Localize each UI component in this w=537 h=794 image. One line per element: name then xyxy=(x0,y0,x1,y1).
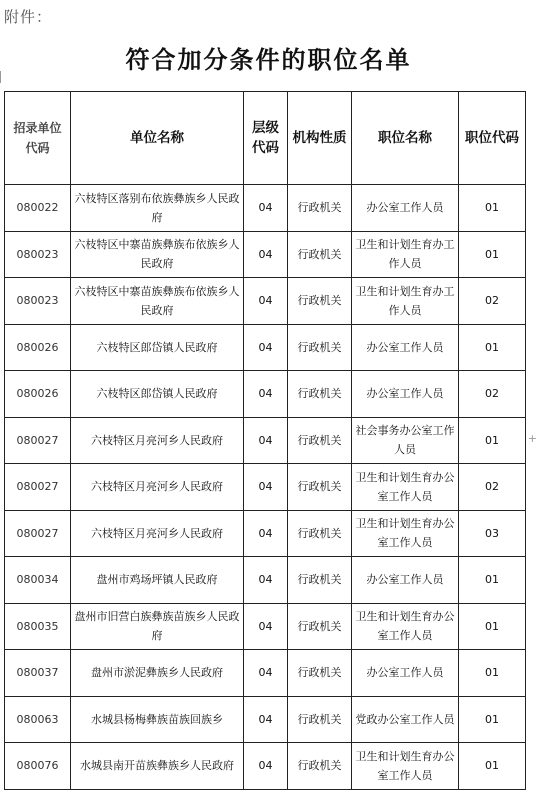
cell-position-code: 02 xyxy=(459,464,526,511)
header-unit-code: 招录单位代码 xyxy=(5,92,71,185)
cell-unit-code: 080026 xyxy=(5,371,71,418)
cell-level-code: 04 xyxy=(244,510,288,557)
header-unit-name: 单位名称 xyxy=(71,92,244,185)
cell-unit-name: 水城县杨梅彝族苗族回族乡 xyxy=(71,696,244,743)
cell-level-code: 04 xyxy=(244,557,288,604)
cell-org-nature: 行政机关 xyxy=(288,696,352,743)
cell-unit-name: 六枝特区郎岱镇人民政府 xyxy=(71,324,244,371)
table-row xyxy=(5,324,526,371)
table-header-row xyxy=(5,92,526,185)
cell-level-code: 04 xyxy=(244,324,288,371)
cell-unit-code: 080063 xyxy=(5,696,71,743)
cell-position-name: 卫生和计划生育办公室工作人员 xyxy=(352,743,459,790)
page-title: 符合加分条件的职位名单 xyxy=(125,45,412,74)
cell-unit-name: 六枝特区中寨苗族彝族布依族乡人民政府 xyxy=(71,278,244,325)
cell-unit-name: 六枝特区郎岱镇人民政府 xyxy=(71,371,244,418)
cell-org-nature: 行政机关 xyxy=(288,603,352,650)
cell-position-name: 卫生和计划生育办公室工作人员 xyxy=(352,510,459,557)
cell-org-nature: 行政机关 xyxy=(288,185,352,232)
header-org-nature: 机构性质 xyxy=(288,92,352,185)
cell-position-code: 01 xyxy=(459,650,526,697)
cell-org-nature: 行政机关 xyxy=(288,464,352,511)
cell-unit-name: 盘州市旧营白族彝族苗族乡人民政府 xyxy=(71,603,244,650)
position-table xyxy=(4,91,526,790)
cell-unit-code: 080022 xyxy=(5,185,71,232)
cell-position-name: 卫生和计划生育办公室工作人员 xyxy=(352,464,459,511)
cell-position-code: 03 xyxy=(459,510,526,557)
cell-position-name: 社会事务办公室工作人员 xyxy=(352,417,459,464)
cell-unit-code: 080076 xyxy=(5,743,71,790)
cell-position-code: 01 xyxy=(459,743,526,790)
cell-org-nature: 行政机关 xyxy=(288,417,352,464)
right-edge-marker: + xyxy=(527,432,537,445)
header-position-name: 职位名称 xyxy=(352,92,459,185)
cell-unit-code: 080035 xyxy=(5,603,71,650)
cell-unit-code: 080027 xyxy=(5,510,71,557)
table-row xyxy=(5,231,526,278)
cell-level-code: 04 xyxy=(244,231,288,278)
cell-unit-code: 080023 xyxy=(5,278,71,325)
cell-position-name: 党政办公室工作人员 xyxy=(352,696,459,743)
cell-unit-code: 080026 xyxy=(5,324,71,371)
cell-org-nature: 行政机关 xyxy=(288,324,352,371)
table-row xyxy=(5,417,526,464)
cell-position-name: 卫生和计划生育办工作人员 xyxy=(352,278,459,325)
cell-org-nature: 行政机关 xyxy=(288,650,352,697)
cell-level-code: 04 xyxy=(244,185,288,232)
table-row xyxy=(5,371,526,418)
cell-position-code: 01 xyxy=(459,603,526,650)
header-position-code: 职位代码 xyxy=(459,92,526,185)
cell-org-nature: 行政机关 xyxy=(288,510,352,557)
cell-position-code: 01 xyxy=(459,185,526,232)
cell-unit-name: 六枝特区月亮河乡人民政府 xyxy=(71,417,244,464)
cell-position-name: 卫生和计划生育办公室工作人员 xyxy=(352,603,459,650)
cell-unit-code: 080027 xyxy=(5,464,71,511)
cell-level-code: 04 xyxy=(244,696,288,743)
cell-level-code: 04 xyxy=(244,464,288,511)
cell-org-nature: 行政机关 xyxy=(288,231,352,278)
cell-level-code: 04 xyxy=(244,278,288,325)
cell-unit-name: 六枝特区月亮河乡人民政府 xyxy=(71,464,244,511)
header-level-code: 层级代码 xyxy=(244,92,288,185)
cell-unit-name: 盘州市淤泥彝族乡人民政府 xyxy=(71,650,244,697)
cell-position-code: 02 xyxy=(459,278,526,325)
table-row xyxy=(5,510,526,557)
cell-org-nature: 行政机关 xyxy=(288,371,352,418)
cell-position-name: 办公室工作人员 xyxy=(352,185,459,232)
cell-unit-code: 080023 xyxy=(5,231,71,278)
cell-position-code: 01 xyxy=(459,231,526,278)
cell-position-code: 01 xyxy=(459,557,526,604)
cell-unit-name: 盘州市鸡场坪镇人民政府 xyxy=(71,557,244,604)
cell-unit-name: 六枝特区中寨苗族彝族布依族乡人民政府 xyxy=(71,231,244,278)
cell-level-code: 04 xyxy=(244,650,288,697)
cell-level-code: 04 xyxy=(244,371,288,418)
table-row xyxy=(5,696,526,743)
table-row xyxy=(5,743,526,790)
table-row xyxy=(5,650,526,697)
cell-level-code: 04 xyxy=(244,743,288,790)
cell-unit-code: 080027 xyxy=(5,417,71,464)
cell-org-nature: 行政机关 xyxy=(288,278,352,325)
cell-position-code: 01 xyxy=(459,696,526,743)
cell-unit-code: 080034 xyxy=(5,557,71,604)
cell-position-code: 01 xyxy=(459,417,526,464)
cell-org-nature: 行政机关 xyxy=(288,557,352,604)
cell-position-name: 办公室工作人员 xyxy=(352,650,459,697)
cell-level-code: 04 xyxy=(244,603,288,650)
table-row xyxy=(5,185,526,232)
cell-position-name: 办公室工作人员 xyxy=(352,324,459,371)
cell-position-code: 01 xyxy=(459,324,526,371)
cell-level-code: 04 xyxy=(244,417,288,464)
cell-position-name: 办公室工作人员 xyxy=(352,371,459,418)
cell-position-code: 02 xyxy=(459,371,526,418)
cell-unit-name: 水城县南开苗族彝族乡人民政府 xyxy=(71,743,244,790)
table-row xyxy=(5,603,526,650)
cell-unit-name: 六枝特区落别布依族彝族乡人民政府 xyxy=(71,185,244,232)
left-edge-marker xyxy=(0,71,5,83)
table-row xyxy=(5,278,526,325)
table-row xyxy=(5,557,526,604)
cell-position-name: 办公室工作人员 xyxy=(352,557,459,604)
table-row xyxy=(5,464,526,511)
cell-position-name: 卫生和计划生育办工作人员 xyxy=(352,231,459,278)
cell-unit-name: 六枝特区月亮河乡人民政府 xyxy=(71,510,244,557)
cell-unit-code: 080037 xyxy=(5,650,71,697)
attachment-label: 附件： xyxy=(4,8,53,26)
cell-org-nature: 行政机关 xyxy=(288,743,352,790)
